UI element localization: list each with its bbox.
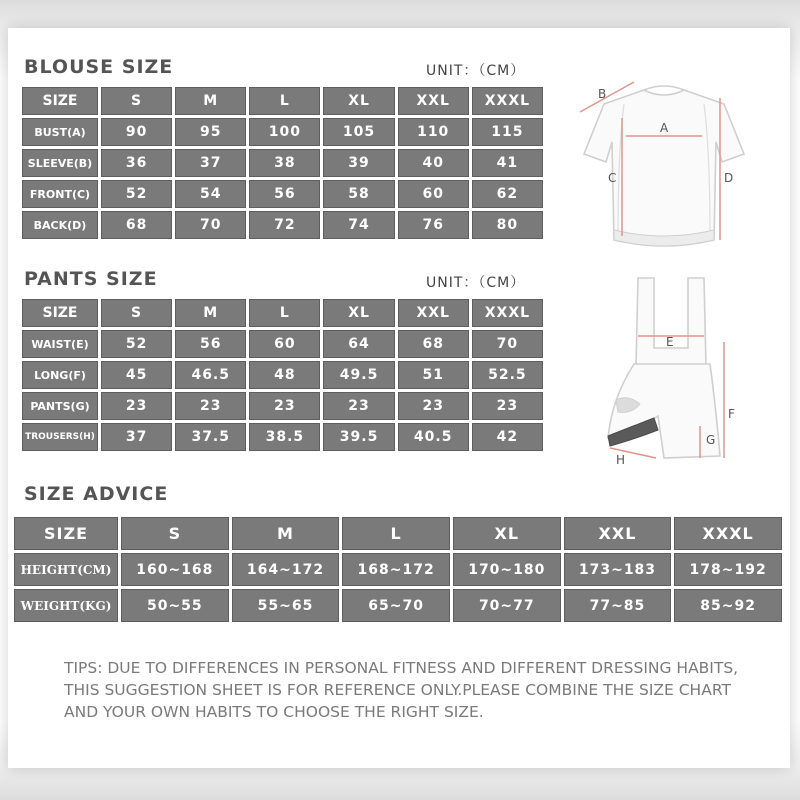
header-cell: L (342, 517, 450, 550)
table-cell: 164~172 (232, 553, 340, 586)
table-cell: 38.5 (249, 423, 320, 451)
table-cell: 64 (323, 330, 394, 358)
tips-text: TIPS: DUE TO DIFFERENCES IN PERSONAL FITNESS AND DIFFERENT DRESSING HABITS, THIS SUGGESTION SHEET IS FOR REFERENCE ONLY.PLEASE COMBINE THE SIZE CHART AND YOUR OWN HABITS TO CHOOSE THE RIGHT SIZE. (64, 659, 739, 721)
pants-unit-label: UNIT：（CM） (426, 275, 526, 291)
size-advice-table (11, 514, 785, 625)
table-cell: 115 (472, 118, 543, 146)
table-cell: 45 (101, 361, 172, 389)
label-h: H (616, 453, 626, 467)
table-cell: 62 (472, 180, 543, 208)
table-cell: 95 (175, 118, 246, 146)
table-cell: 52.5 (472, 361, 543, 389)
table-cell: 178~192 (674, 553, 782, 586)
table-cell: 168~172 (342, 553, 450, 586)
table-row (14, 553, 782, 586)
table-row (22, 180, 543, 208)
row-label: HEIGHT(CM) (14, 553, 118, 586)
header-cell: S (121, 517, 229, 550)
table-cell: 52 (101, 180, 172, 208)
table-cell: 80 (472, 211, 543, 239)
table-cell: 77~85 (564, 589, 672, 622)
table-row (22, 392, 543, 420)
row-label: PANTS(G) (22, 392, 98, 420)
label-g: G (706, 433, 716, 447)
pants-size-title: PANTS SIZE (24, 268, 158, 290)
label-b: B (598, 87, 607, 101)
table-cell: 110 (398, 118, 469, 146)
table-row (22, 211, 543, 239)
table-cell: 74 (323, 211, 394, 239)
table-cell: 70 (472, 330, 543, 358)
table-cell: 23 (323, 392, 394, 420)
table-cell: 40 (398, 149, 469, 177)
header-cell: L (249, 299, 320, 327)
table-cell: 160~168 (121, 553, 229, 586)
label-e: E (666, 335, 674, 349)
table-cell: 52 (101, 330, 172, 358)
header-cell: XXL (564, 517, 672, 550)
table-cell: 41 (472, 149, 543, 177)
header-cell: XL (453, 517, 561, 550)
jersey-diagram (558, 70, 782, 260)
blouse-size-table (19, 84, 546, 242)
table-cell: 85~92 (674, 589, 782, 622)
label-d: D (724, 171, 734, 185)
table-cell: 58 (323, 180, 394, 208)
table-cell: 56 (175, 330, 246, 358)
label-c: C (608, 171, 617, 185)
table-cell: 46.5 (175, 361, 246, 389)
header-cell: L (249, 87, 320, 115)
header-cell: XL (323, 299, 394, 327)
table-cell: 60 (249, 330, 320, 358)
advice-header-row (14, 517, 782, 550)
blouse-size-title: BLOUSE SIZE (24, 56, 174, 78)
row-label: SLEEVE(B) (22, 149, 98, 177)
table-cell: 23 (472, 392, 543, 420)
row-label: WEIGHT(KG) (14, 589, 118, 622)
table-cell: 173~183 (564, 553, 672, 586)
table-cell: 49.5 (323, 361, 394, 389)
table-cell: 23 (398, 392, 469, 420)
table-cell: 70~77 (453, 589, 561, 622)
header-cell: SIZE (22, 299, 98, 327)
table-row (22, 149, 543, 177)
table-cell: 51 (398, 361, 469, 389)
table-row (22, 118, 543, 146)
table-row (14, 589, 782, 622)
table-cell: 37.5 (175, 423, 246, 451)
header-cell: S (101, 299, 172, 327)
table-cell: 50~55 (121, 589, 229, 622)
row-label: LONG(F) (22, 361, 98, 389)
row-label: BACK(D) (22, 211, 98, 239)
table-cell: 100 (249, 118, 320, 146)
header-cell: M (175, 87, 246, 115)
blouse-unit-label: UNIT：（CM） (426, 63, 526, 79)
table-cell: 38 (249, 149, 320, 177)
table-cell: 23 (249, 392, 320, 420)
pants-size-table (19, 296, 546, 454)
header-cell: XXXL (472, 299, 543, 327)
table-cell: 37 (175, 149, 246, 177)
table-cell: 56 (249, 180, 320, 208)
table-cell: 65~70 (342, 589, 450, 622)
row-label: BUST(A) (22, 118, 98, 146)
bib-shorts-diagram (588, 268, 778, 478)
bib-strap-outline (636, 278, 706, 366)
header-cell: XXXL (472, 87, 543, 115)
table-cell: 76 (398, 211, 469, 239)
blouse-header-row (22, 87, 543, 115)
table-cell: 90 (101, 118, 172, 146)
table-cell: 36 (101, 149, 172, 177)
table-cell: 72 (249, 211, 320, 239)
table-cell: 23 (101, 392, 172, 420)
table-cell: 55~65 (232, 589, 340, 622)
table-cell: 68 (398, 330, 469, 358)
table-cell: 39.5 (323, 423, 394, 451)
header-cell: M (175, 299, 246, 327)
table-cell: 170~180 (453, 553, 561, 586)
table-cell: 70 (175, 211, 246, 239)
table-row (22, 361, 543, 389)
table-cell: 39 (323, 149, 394, 177)
pants-header-row (22, 299, 543, 327)
row-label: TROUSERS(H) (22, 423, 98, 451)
table-cell: 23 (175, 392, 246, 420)
table-row (22, 423, 543, 451)
header-cell: SIZE (22, 87, 98, 115)
table-row (22, 330, 543, 358)
label-f: F (728, 407, 735, 421)
header-cell: M (232, 517, 340, 550)
header-cell: XXL (398, 299, 469, 327)
header-cell: XXL (398, 87, 469, 115)
row-label: WAIST(E) (22, 330, 98, 358)
table-cell: 42 (472, 423, 543, 451)
header-cell: XL (323, 87, 394, 115)
label-a: A (660, 121, 669, 135)
table-cell: 54 (175, 180, 246, 208)
header-cell: S (101, 87, 172, 115)
header-cell: XXXL (674, 517, 782, 550)
header-cell: SIZE (14, 517, 118, 550)
table-cell: 37 (101, 423, 172, 451)
table-cell: 48 (249, 361, 320, 389)
size-advice-title: SIZE ADVICE (24, 483, 169, 505)
table-cell: 40.5 (398, 423, 469, 451)
row-label: FRONT(C) (22, 180, 98, 208)
table-cell: 105 (323, 118, 394, 146)
table-cell: 60 (398, 180, 469, 208)
table-cell: 68 (101, 211, 172, 239)
